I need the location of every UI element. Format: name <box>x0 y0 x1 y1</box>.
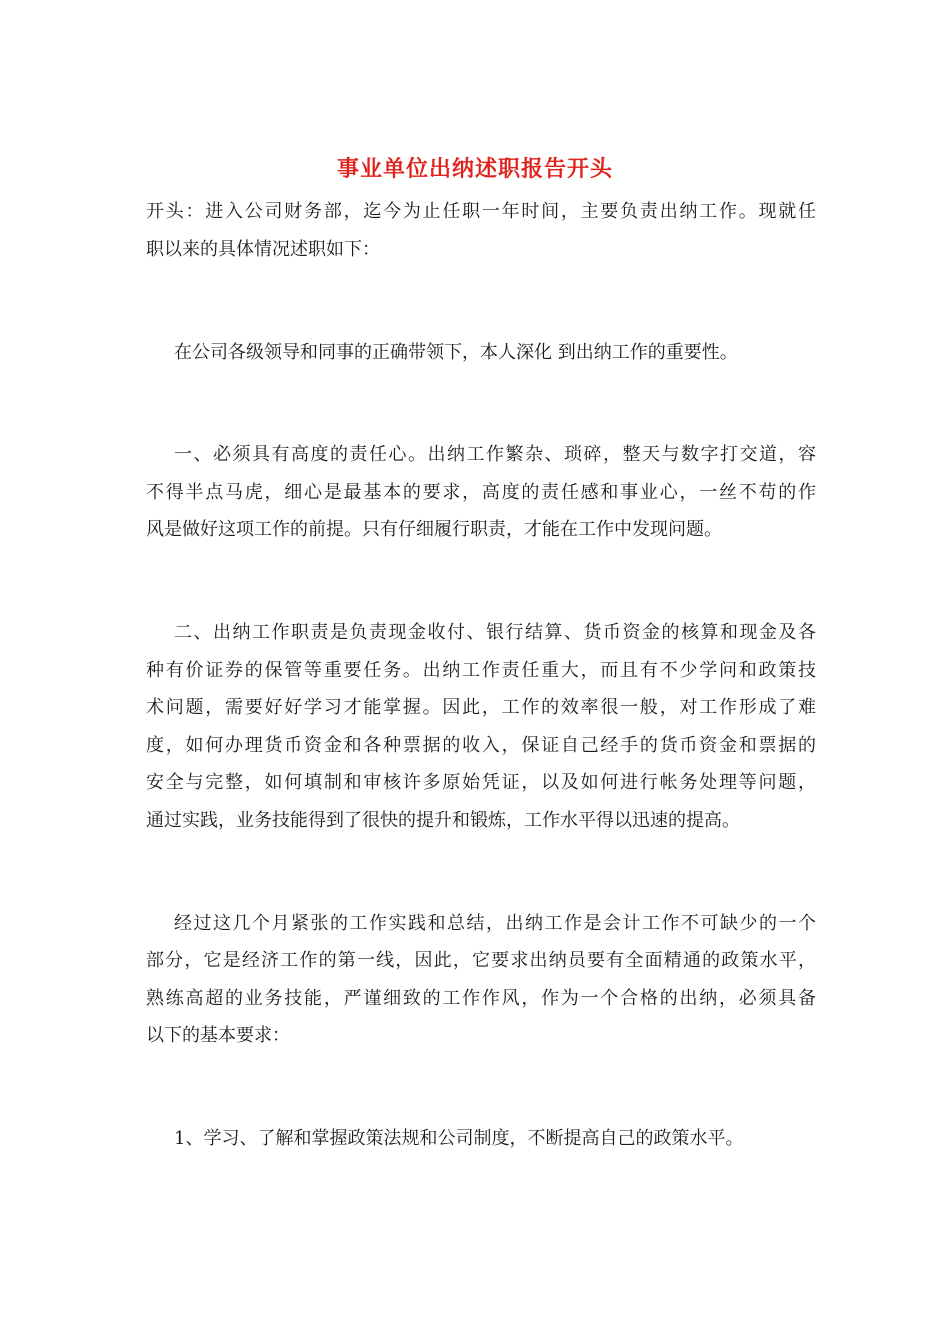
paragraph-2-line-1: 在公司各级领导和同事的正确带领下，本人深化 到出纳工作的重要性。 <box>174 342 738 363</box>
paragraph-5-line-4: 以下的基本要求： <box>146 1025 290 1046</box>
paragraph-4-line-3: 术问题，需要好好学习才能掌握。因此，工作的效率很一般，对工作形成了难 <box>146 697 816 718</box>
paragraph-5-line-3: 熟练高超的业务技能，严谨细致的工作作风，作为一个合格的出纳，必须具备 <box>146 988 816 1009</box>
paragraph-5-line-2: 部分，它是经济工作的第一线，因此，它要求出纳员要有全面精通的政策水平， <box>146 950 816 971</box>
paragraph-1-line-1: 开头：进入公司财务部，迄今为止任职一年时间，主要负责出纳工作。现就任 <box>146 201 816 222</box>
paragraph-4-line-5: 安全与完整，如何填制和审核许多原始凭证，以及如何进行帐务处理等问题， <box>146 772 816 793</box>
paragraph-6-line-1: 1、学习、了解和掌握政策法规和公司制度，不断提高自己的政策水平。 <box>174 1128 744 1149</box>
paragraph-4-line-1: 二、出纳工作职责是负责现金收付、银行结算、货币资金的核算和现金及各 <box>174 622 816 643</box>
document-title: 事业单位出纳述职报告开头 <box>336 156 613 182</box>
paragraph-3-line-1: 一、必须具有高度的责任心。出纳工作繁杂、琐碎，整天与数字打交道，容 <box>174 444 816 465</box>
paragraph-4-line-2: 种有价证券的保管等重要任务。出纳工作责任重大，而且有不少学问和政策技 <box>146 660 816 681</box>
paragraph-3-line-3: 风是做好这项工作的前提。只有仔细履行职责，才能在工作中发现问题。 <box>146 519 722 540</box>
paragraph-4-line-6: 通过实践，业务技能得到了很快的提升和锻炼，工作水平得以迅速的提高。 <box>146 810 740 831</box>
paragraph-3-line-2: 不得半点马虎，细心是最基本的要求，高度的责任感和事业心，一丝不苟的作 <box>146 482 816 503</box>
paragraph-1-line-2: 职以来的具体情况述职如下： <box>146 239 380 260</box>
paragraph-5-line-1: 经过这几个月紧张的工作实践和总结，出纳工作是会计工作不可缺少的一个 <box>174 913 816 934</box>
paragraph-4-line-4: 度，如何办理货币资金和各种票据的收入，保证自己经手的货币资金和票据的 <box>146 735 816 756</box>
